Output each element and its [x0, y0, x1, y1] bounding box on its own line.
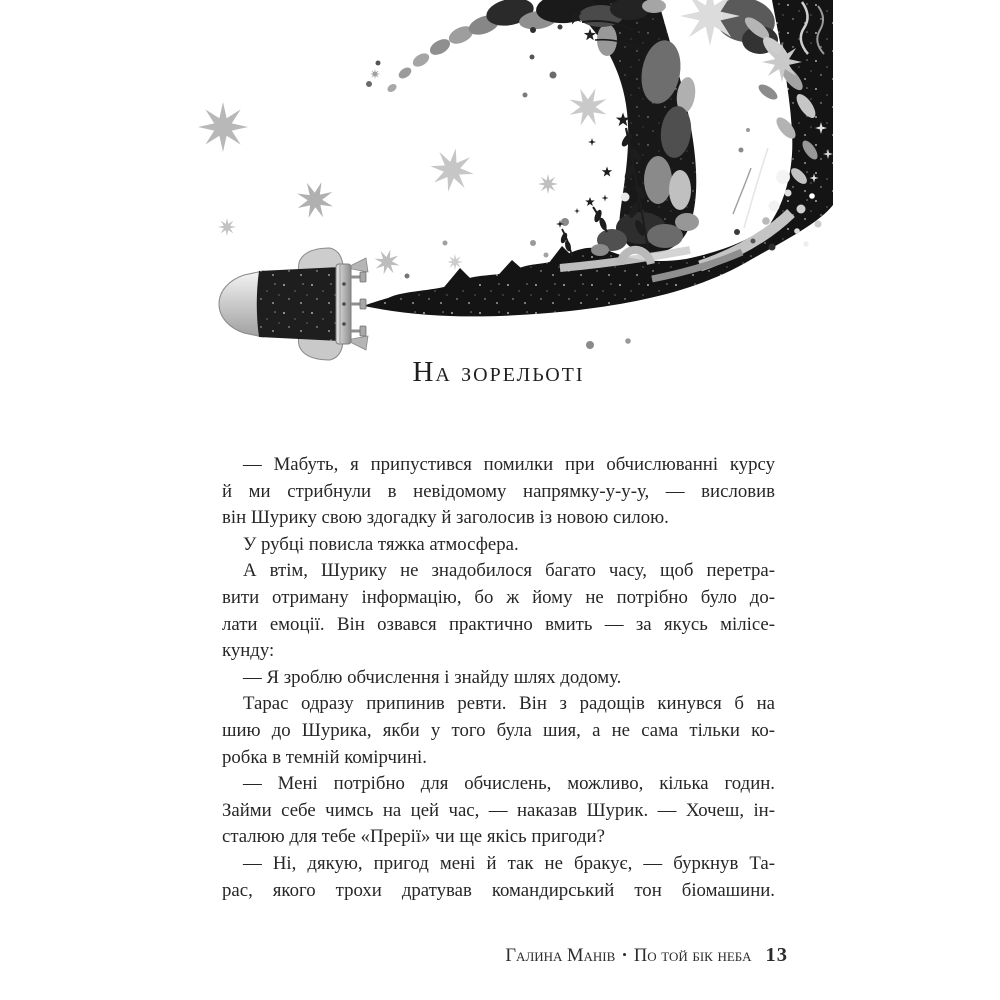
starburst-icon [371, 246, 403, 278]
body-line: рас, якого трохи дратував командирський тон біомашини. [222, 879, 775, 901]
footer-book-title: По той бік неба [633, 946, 752, 966]
starburst-icon [562, 81, 614, 133]
body-line: Тарас одразу припинив ревти. Він з радощів кинувся б на [243, 693, 775, 715]
sparkle-icon [602, 195, 609, 202]
nose-cone [219, 271, 263, 337]
body-line: шию до Шурика, якби у того була шия, а не сама тільки ко- [222, 719, 775, 741]
starburst-icon [370, 69, 380, 79]
chapter-title: На зорельоті [412, 356, 585, 388]
body-line: він Шурику свою здогадку й заголосив із новою силою. [222, 507, 669, 529]
body-line: А втім, Шурику не знадобилося багато часу, щоб перетра- [243, 560, 775, 582]
star-icon [602, 167, 612, 177]
page-footer [222, 944, 788, 967]
body-line: кунду: [222, 640, 275, 662]
rocket-icon [219, 248, 368, 360]
body-text-block [222, 452, 775, 904]
starburst-icon [218, 218, 236, 236]
footer-author: Галина Манів [505, 946, 616, 966]
body-line: робка в темній комірчині. [222, 746, 427, 768]
thruster-nozzles [351, 272, 366, 336]
body-line: — Мабуть, я припустився помилки при обчислюванні курсу [243, 454, 775, 475]
starburst-icon [538, 174, 558, 194]
page-number: 13 [765, 944, 788, 966]
starburst-icon [291, 176, 340, 225]
body-line: — Мені потрібно для обчислень, можливо, кілька годин. [243, 773, 775, 795]
footer-separator: • [622, 947, 627, 962]
inner-swirl-arc [540, 0, 697, 253]
body-line: сталюю для тебе «Прерії» чи ще якісь пригоди? [222, 826, 605, 848]
starburst-icon [762, 42, 802, 82]
body-line: лати емоції. Він озвався практично вмить — за якусь мілісе- [222, 613, 775, 635]
star-icon [585, 197, 595, 206]
rocket-star-swirl-illustration [0, 0, 1000, 362]
body-line: Займи себе чимсь на цей час, — наказав Шурик. — Хочеш, ін- [222, 799, 775, 821]
body-line: — Я зроблю обчислення і знайду шлях додому. [243, 666, 622, 688]
sparkle-icon [574, 208, 580, 214]
body-line: У рубці повисла тяжка атмосфера. [243, 533, 519, 555]
body-line: — Ні, дякую, пригод мені й так не бракує, — буркнув Та- [243, 852, 775, 874]
body-line: вити отриману інформацію, бо ж йому не потрібно було до- [222, 586, 775, 608]
body-line: й ми стрибнули в невідомому напрямку-у-у-у, — висловив [222, 480, 775, 502]
sparkle-icon [588, 138, 596, 146]
starburst-icon [447, 254, 463, 270]
starburst-icon [198, 102, 248, 152]
starburst-icon [427, 145, 478, 196]
